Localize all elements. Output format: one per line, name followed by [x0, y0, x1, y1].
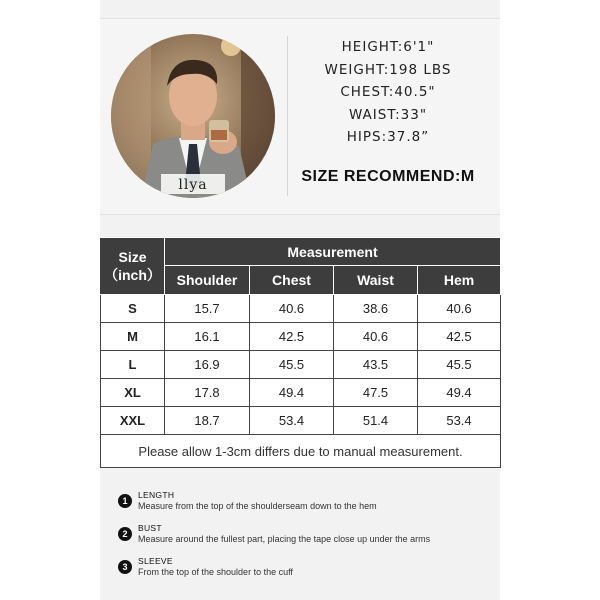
guide-item-length	[118, 490, 498, 523]
number-three-icon: 3	[118, 560, 132, 574]
column-header-chest: Chest	[250, 266, 334, 295]
hem-cell: 45.5	[418, 351, 501, 379]
stat-weight: WEIGHT:198 LBS	[324, 61, 452, 78]
hem-cell: 53.4	[418, 407, 501, 435]
table-row	[101, 323, 501, 351]
size-cell: L	[101, 351, 165, 379]
hem-cell: 42.5	[418, 323, 501, 351]
shoulder-cell: 18.7	[165, 407, 250, 435]
chest-cell: 53.4	[250, 407, 334, 435]
shoulder-cell: 16.1	[165, 323, 250, 351]
chest-cell: 40.6	[250, 295, 334, 323]
stat-height: HEIGHT:6'1"	[341, 39, 435, 55]
waist-cell: 47.5	[334, 379, 418, 407]
stat-waist: WAIST:33"	[348, 106, 428, 123]
guide-description: Measure from the top of the shoulderseam down to the hem	[138, 501, 377, 511]
guide-item-bust	[118, 523, 498, 556]
size-cell: XXL	[101, 407, 165, 435]
table-row	[101, 379, 501, 407]
size-cell: XL	[101, 379, 165, 407]
model-photo	[111, 34, 275, 198]
size-cell: S	[101, 295, 165, 323]
size-cell: M	[101, 323, 165, 351]
model-stats	[300, 36, 476, 149]
model-name-label: llya	[178, 177, 208, 193]
divider	[287, 36, 288, 196]
hem-cell: 40.6	[418, 295, 501, 323]
column-header-hem: Hem	[418, 266, 501, 295]
shoulder-cell: 17.8	[165, 379, 250, 407]
measurement-group-header: Measurement	[165, 238, 501, 266]
stat-chest: CHEST:40.5"	[340, 84, 436, 100]
stat-hips: HIPS:37.8”	[346, 129, 430, 145]
guide-title: LENGTH	[138, 490, 175, 500]
table-row	[101, 295, 501, 323]
table-row	[101, 407, 501, 435]
size-header-unit: （inch）	[104, 267, 161, 283]
guide-description: From the top of the shoulder to the cuff	[138, 567, 293, 577]
hem-cell: 49.4	[418, 379, 501, 407]
size-header-label: Size	[118, 249, 147, 265]
chest-cell: 42.5	[250, 323, 334, 351]
guide-description: Measure around the fullest part, placing the tape close up under the arms	[138, 534, 431, 544]
waist-cell: 51.4	[334, 407, 418, 435]
measurement-note: Please allow 1-3cm differs due to manual measurement.	[101, 435, 501, 468]
column-header-waist: Waist	[334, 266, 418, 295]
waist-cell: 40.6	[334, 323, 418, 351]
guide-title: SLEEVE	[138, 556, 173, 566]
chest-cell: 49.4	[250, 379, 334, 407]
number-one-icon: 1	[118, 494, 132, 508]
shoulder-cell: 15.7	[165, 295, 250, 323]
waist-cell: 43.5	[334, 351, 418, 379]
waist-cell: 38.6	[334, 295, 418, 323]
table-row	[101, 351, 501, 379]
column-header-shoulder: Shoulder	[165, 266, 250, 295]
size-recommendation: SIZE RECOMMEND:M	[301, 168, 475, 185]
number-two-icon: 2	[118, 527, 132, 541]
shoulder-cell: 16.9	[165, 351, 250, 379]
chest-cell: 45.5	[250, 351, 334, 379]
measurement-guide	[118, 490, 498, 589]
size-column-header	[101, 238, 165, 295]
size-chart-table	[100, 237, 501, 468]
guide-title: BUST	[138, 523, 162, 533]
guide-item-sleeve	[118, 556, 498, 589]
